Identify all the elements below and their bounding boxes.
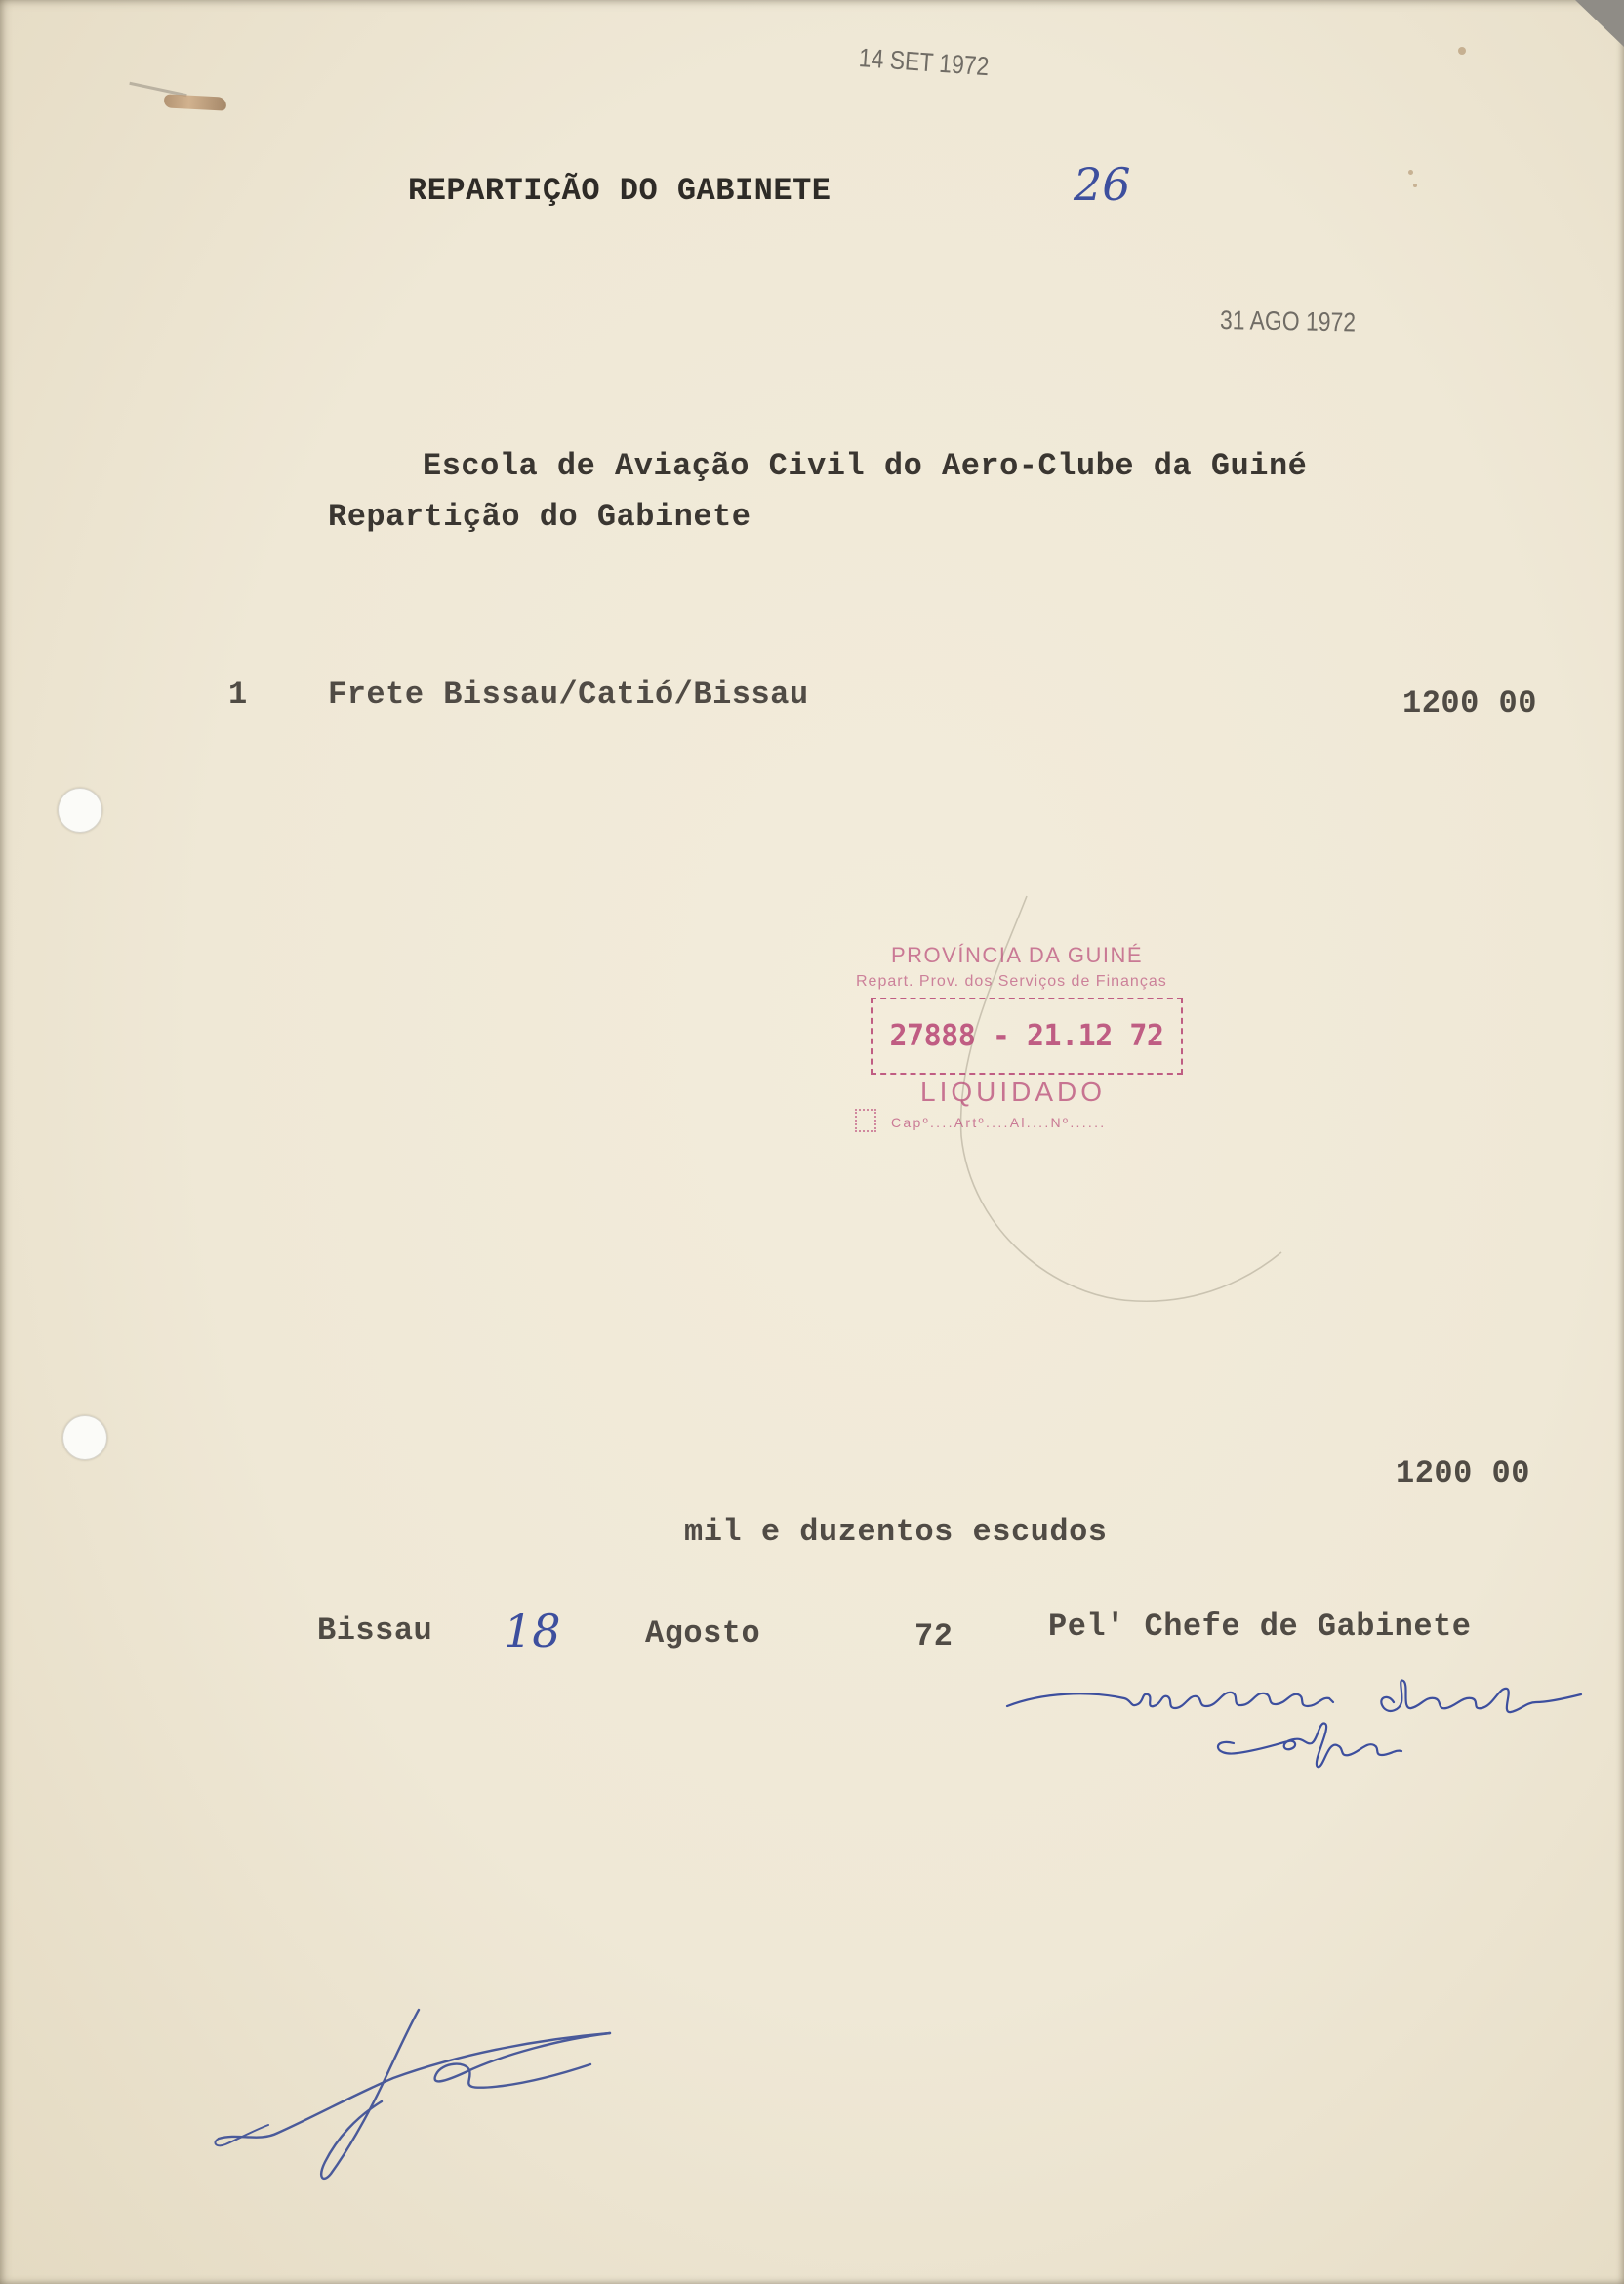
- stamp-emblem: [855, 1109, 876, 1132]
- stamp-reference: 27888 - 21.12 72: [889, 1018, 1164, 1053]
- stamp-reference-box: [871, 998, 1183, 1075]
- signoff-month: Agosto: [645, 1615, 761, 1652]
- addressee-line-2: Repartição do Gabinete: [328, 499, 751, 535]
- item-quantity: 1: [228, 676, 248, 713]
- department-heading: REPARTIÇÃO DO GABINETE: [408, 173, 832, 209]
- signoff-day: 18: [504, 1605, 561, 1657]
- folded-corner: [1575, 0, 1624, 47]
- paper-spot: [1413, 184, 1417, 187]
- signoff-place: Bissau: [317, 1612, 433, 1649]
- stamp-fields: Capº....Artº....Al....Nº......: [891, 1115, 1107, 1130]
- addressee-line-1: Escola de Aviação Civil do Aero-Clube da Guiné: [423, 448, 1308, 484]
- total-in-words: mil e duzentos escudos: [684, 1514, 1108, 1550]
- handwritten-number: 26: [1074, 158, 1131, 211]
- received-date-stamp: 14 SET 1972: [857, 43, 991, 82]
- dated-stamp: 31 AGO 1972: [1219, 306, 1357, 338]
- signoff-year: 72: [914, 1618, 954, 1654]
- punch-hole: [62, 1415, 107, 1460]
- stamp-status: LIQUIDADO: [920, 1077, 1107, 1107]
- finance-stamp: [849, 937, 1200, 1147]
- stamp-province: PROVÍNCIA DA GUINÉ: [891, 943, 1144, 967]
- item-description: Frete Bissau/Catió/Bissau: [328, 676, 809, 713]
- signatory-title: Pel' Chefe de Gabinete: [1048, 1609, 1472, 1645]
- punch-hole: [58, 788, 102, 833]
- item-amount: 1200 00: [1402, 685, 1537, 721]
- handwritten-name: [1003, 1681, 1618, 1774]
- paper-spot: [1458, 47, 1466, 55]
- signature: [210, 1996, 620, 2186]
- rust-mark: [164, 94, 227, 110]
- total-amount: 1200 00: [1396, 1455, 1530, 1491]
- paper-spot: [1408, 170, 1413, 175]
- stamp-department: Repart. Prov. dos Serviços de Finanças: [856, 973, 1167, 990]
